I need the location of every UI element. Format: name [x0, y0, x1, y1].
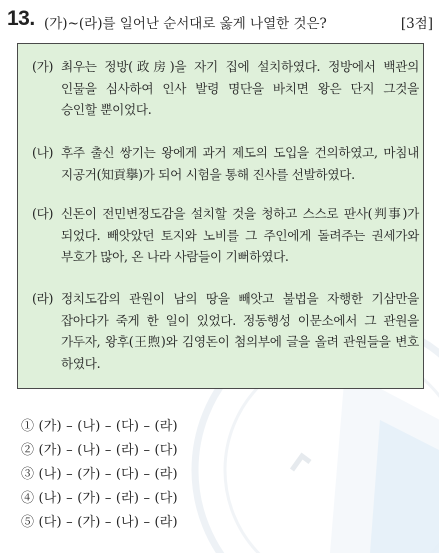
choice-2[interactable]: ② (가) – (나) – (라) – (다) — [21, 443, 178, 458]
question-number: 13. — [7, 7, 35, 30]
choice-1[interactable]: ① (가) – (나) – (다) – (라) — [21, 419, 178, 434]
passage-line: 인물을 심사하여 인사 발령 명단을 바치면 왕은 단지 그것을 — [61, 80, 419, 96]
passage-line: 지공거(知貢擧)가 되어 시험을 통해 진사를 선발하였다. — [61, 166, 355, 182]
question-text: (가)~(라)를 일어난 순서대로 옳게 나열한 것은? — [44, 16, 327, 32]
passage-marker: (나) — [32, 145, 54, 160]
answer-choices — [21, 415, 178, 535]
choice-4[interactable]: ④ (나) – (가) – (라) – (다) — [21, 491, 178, 506]
passage-item-na — [32, 142, 419, 185]
passage-line: 정치도감의 관원이 남의 땅을 빼앗고 불법을 자행한 기삼만을 — [61, 291, 419, 306]
passage-line: 잡아다가 죽게 한 일이 있었다. 정동행성 이문소에서 그 관원을 — [61, 312, 419, 328]
passage-item-ga — [32, 56, 419, 121]
passage-line: 부호가 많아, 온 나라 사람들이 기뻐하였다. — [61, 249, 289, 264]
passage-line: 가두자, 왕후(王煦)와 김영돈이 첨의부에 글을 올려 관원들을 변호 — [61, 334, 419, 349]
passage-line: 최우는 정방(政房)을 자기 집에 설치하였다. 정방에서 백관의 — [61, 59, 419, 74]
passage-item-da — [32, 203, 419, 268]
passage-line: 되었다. 빼앗았던 토지와 노비를 그 주인에게 돌려주는 권세가와 — [61, 227, 419, 243]
passage-line: 후주 출신 쌍기는 왕에게 과거 제도의 도입을 건의하였고, 마침내 — [61, 145, 419, 160]
passage-item-ra — [32, 288, 419, 374]
passage-marker: (라) — [32, 291, 54, 306]
passage-marker: (다) — [32, 206, 54, 221]
question-header — [4, 7, 435, 33]
choice-3[interactable]: ③ (나) – (가) – (다) – (라) — [21, 467, 178, 482]
passage-box — [17, 43, 424, 389]
choice-5[interactable]: ⑤ (다) – (가) – (나) – (라) — [21, 515, 178, 530]
passage-marker: (가) — [32, 59, 54, 74]
passage-line: 승인할 뿐이었다. — [61, 102, 152, 117]
question-points: [3점] — [400, 16, 433, 32]
passage-line: 하였다. — [61, 355, 101, 371]
passage-line: 신돈이 전민변정도감을 설치할 것을 청하고 스스로 판사(判事)가 — [61, 206, 419, 221]
